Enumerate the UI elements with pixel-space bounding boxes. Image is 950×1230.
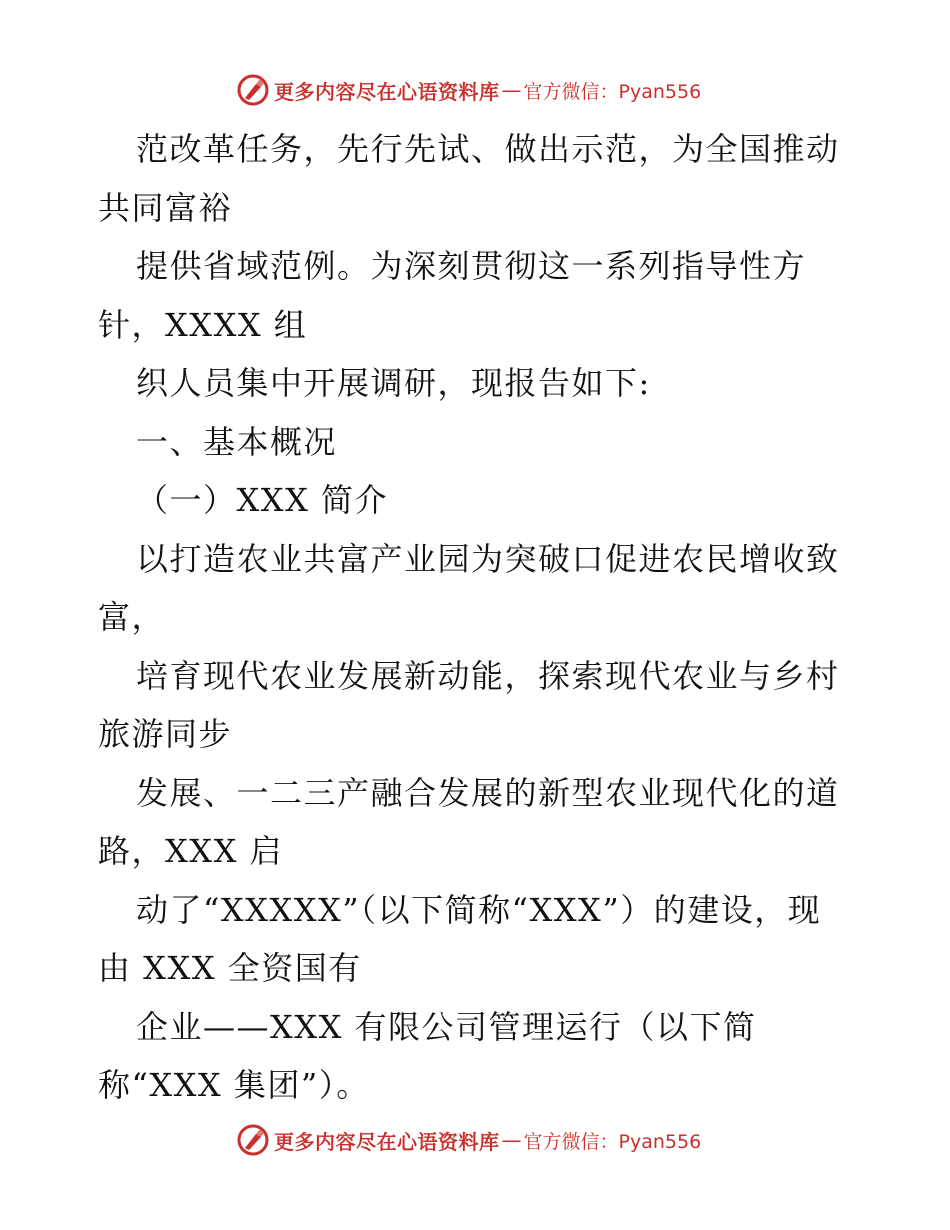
text-line: 称“XXX 集团”）。 (98, 1066, 370, 1104)
text-line: 路，XXX 启 (98, 832, 284, 870)
text-line: 共同富裕 (98, 188, 233, 227)
footer-watermark (236, 1122, 701, 1158)
text-line: 培育现代农业发展新动能，探索现代农业与乡村 (136, 656, 840, 695)
text-line: 旅游同步 (98, 715, 233, 753)
text-line: 针，XXXX 组 (98, 305, 308, 344)
watermark-text: 更多内容尽在心语资料库 (274, 1129, 500, 1154)
section-heading: 一、基本概况 (136, 422, 338, 461)
text-line: 动了“XXXXX”（以下简称“XXX”）的建设，现 (136, 890, 822, 929)
pen-nib-logo-icon (236, 73, 270, 107)
watermark-dash: — (501, 78, 522, 102)
text-line: 织人员集中开展调研，现报告如下: (136, 364, 651, 402)
text-line: 富， (98, 598, 166, 636)
text-line: 企业——XXX 有限公司管理运行（以下简 (136, 1007, 757, 1046)
header-watermark (236, 72, 701, 108)
subsection-heading: （一）XXX 简介 (136, 481, 389, 519)
pen-nib-logo-icon (236, 1123, 270, 1157)
document-body (98, 120, 858, 1115)
watermark-note: 官方微信：Pyan556 (523, 1130, 702, 1153)
text-line: 提供省域范例。为深刻贯彻这一系列指导性方 (136, 247, 807, 285)
text-line: 范改革任务，先行先试、做出示范，为全国推动 (136, 130, 840, 168)
watermark-text: 更多内容尽在心语资料库 (274, 79, 500, 104)
watermark-dash: — (501, 1128, 522, 1152)
watermark-note: 官方微信：Pyan556 (523, 80, 702, 103)
text-line: 发展、一二三产融合发展的新型农业现代化的道 (136, 773, 840, 812)
text-line: 以打造农业共富产业园为突破口促进农民增收致 (136, 539, 840, 578)
text-line: 由 XXX 全资国有 (98, 949, 362, 987)
